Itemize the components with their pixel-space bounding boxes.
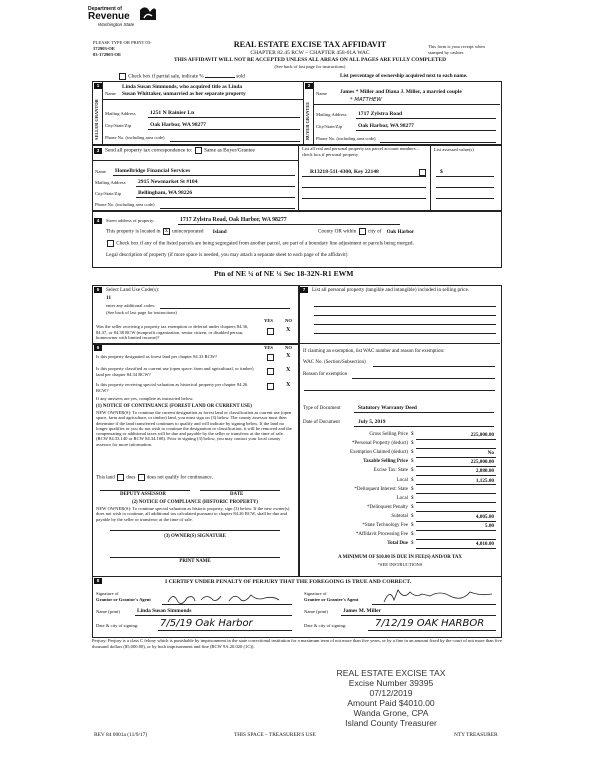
- grantee-date-city[interactable]: 7/12/19 OAK HARBOR: [375, 618, 485, 629]
- buyer-city[interactable]: Oak Harbor, WA 98277: [358, 123, 414, 129]
- tax-row-label: Local: [396, 495, 408, 501]
- seller-phone-label: Phone No. (including area code): [105, 135, 165, 140]
- does-checkbox[interactable]: [117, 474, 124, 481]
- dollar-sign: $: [411, 459, 414, 465]
- form-code-2: 03-172903-OE: [93, 52, 122, 57]
- tax-row-value[interactable]: 4,005.00: [475, 513, 494, 520]
- unincorporated-checkbox[interactable]: X: [164, 229, 169, 234]
- assessor-date-label: DATE: [230, 492, 244, 497]
- form-title: REAL ESTATE EXCISE TAX AFFIDAVIT: [233, 40, 387, 49]
- dollar-sign: $: [411, 432, 414, 437]
- if-yes-note: If any answers are yes, complete as instructed below.: [96, 396, 194, 401]
- corr-name[interactable]: HomeBridge Financial Services: [115, 168, 191, 174]
- s5-yes-checkbox[interactable]: [267, 328, 274, 335]
- tax-row-label: *Affidavit Processing Fee: [355, 532, 408, 538]
- seller-mailing[interactable]: 1251 N Rainier Ln: [150, 110, 195, 116]
- ownership-note: List percentage of ownership acquired next to each name.: [340, 73, 468, 79]
- segregated-checkbox[interactable]: [107, 240, 114, 247]
- seller-name-label: Name: [105, 91, 116, 96]
- dor-logo: [88, 6, 158, 34]
- q-current-use: Is this property classified as current use (open space, farm and agricultural, or timber) land per chapter 84.34 RCW?: [96, 366, 254, 377]
- q1-answer[interactable]: X: [286, 353, 291, 359]
- q-forest-land: Is this property designated as forest land per chapter 84.33 RCW?: [96, 354, 218, 359]
- tax-row-label: Total Due: [387, 541, 408, 547]
- grantee-name-label: Name (print): [304, 609, 328, 614]
- corr-phone-label: Phone No. (including area code): [95, 202, 155, 207]
- stamp-line5: Wanda Grone, CPA: [353, 708, 429, 718]
- print-name-label: PRINT NAME: [179, 559, 211, 564]
- buyer-side-label: BUYER GRANTEE: [305, 101, 310, 140]
- land-use-code[interactable]: 11: [106, 295, 112, 301]
- located-label: This property is located in: [106, 228, 161, 235]
- grantor-signature[interactable]: [165, 590, 285, 606]
- q3-yes-checkbox[interactable]: [267, 383, 274, 390]
- owner-signature-label: (3) OWNER(S) SIGNATURE: [164, 534, 226, 539]
- tax-row-label: *Delinquent Penalty: [367, 504, 408, 510]
- tax-row-value[interactable]: 225,000.00: [470, 432, 494, 438]
- county-within-label: County OR within: [318, 228, 357, 235]
- see-back-note: (See back of last page for instructions): [274, 64, 346, 69]
- section-7-number: 7: [300, 287, 308, 293]
- corr-mailing[interactable]: 2915 Newmarket St #104: [138, 179, 198, 185]
- corr-name-label: Name: [95, 169, 106, 174]
- form-warning: THIS AFFIDAVIT WILL NOT BE ACCEPTED UNLESS ALL AREAS ON ALL PAGES ARE FULLY COMPLETED: [173, 57, 446, 63]
- grantee-date-label: Date & city of signing:: [304, 623, 347, 628]
- legal-label: Legal description of property (if more space is needed, you may attach a separate sheet to each page of the affidavit): [106, 252, 348, 258]
- s5-yes: YES: [264, 318, 273, 323]
- does-not-label: does not qualify for continuance.: [146, 475, 213, 481]
- s5-no: NO: [285, 318, 292, 323]
- treasurer-label-end: NTY TREASURER: [454, 732, 498, 738]
- deputy-assessor-label: DEPUTY ASSESSOR: [120, 492, 166, 497]
- notice2-body: NEW OWNER(S): To continue special valuation as historic property, sign (3) below. If the new owner(s) does not wish to continue, all additional tax calculated pursuant to chapter 84.26 RCW, shall be due and payable by the seller or transferor at the time of sale.: [96, 506, 290, 522]
- claim-exemption-label: If claiming an exemption, list WAC number and reason for exemption:: [303, 349, 445, 354]
- q-historic: Is this property receiving special valuation as historical property per chapter 84.26 RCW?: [96, 382, 248, 393]
- corr-mailing-label: Mailing Address: [95, 180, 126, 185]
- certify-statement: I CERTIFY UNDER PENALTY OF PERJURY THAT THE FOREGOING IS TRUE AND CORRECT.: [165, 579, 412, 585]
- does-not-checkbox[interactable]: [138, 474, 145, 481]
- q3-answer[interactable]: X: [286, 382, 291, 388]
- form-revision: REV 84 0001a (11/9/17): [94, 732, 148, 738]
- dollar-sign: $: [411, 486, 414, 492]
- reason-label: Reason for exemption: [303, 372, 348, 377]
- additional-codes-label: enter any additional codes:: [106, 303, 156, 308]
- sig-grantor-label1: Signature of: [96, 591, 119, 596]
- dor-line2: Revenue: [88, 11, 130, 22]
- notice2-title: (2) NOTICE OF COMPLIANCE (HISTORIC PROPERTY): [131, 500, 259, 505]
- doc-type[interactable]: Statutory Warranty Deed: [358, 405, 417, 411]
- grantor-name[interactable]: Linda Susan Simmonds: [137, 608, 192, 614]
- section-8-number: 8: [94, 578, 102, 584]
- buyer-name-line2: * MATTHEW: [350, 97, 382, 103]
- dor-line1: Department of: [88, 6, 122, 12]
- dollar-sign: $: [411, 541, 414, 547]
- tax-row-label: Excise Tax: State: [373, 468, 408, 474]
- seller-name-line1: Linda Susan Simmonds, who acquired title as Linda: [122, 84, 243, 90]
- city-name: Oak Harbor: [386, 228, 415, 235]
- dollar-sign: $: [411, 477, 414, 483]
- q2-answer[interactable]: X: [286, 367, 291, 373]
- dollar-sign: $: [411, 532, 414, 538]
- city-of-checkbox[interactable]: [359, 228, 366, 235]
- q1-yes-checkbox[interactable]: [267, 354, 274, 361]
- tax-row-label: *Delinquent Interest: State: [354, 486, 408, 492]
- partial-sale-label: Check box if partial sale, indicate %: [128, 73, 204, 80]
- buyer-name-label: Name: [316, 91, 327, 96]
- exemption-question: Was the seller receiving a property tax exemption or deferral under chapters 84.36, 84.37, or 84.38 RCW (nonprofit organization, senior citizen, or disabled person, homeowner with limited income)?: [96, 324, 249, 341]
- sig-grantee-label2: Grantee or Grantee's Agent: [304, 597, 359, 602]
- s6-no: NO: [285, 345, 292, 350]
- sold-label: sold: [236, 73, 245, 80]
- section-4-number: 4: [94, 218, 102, 224]
- seller-city[interactable]: Oak Harbor, WA 98277: [150, 122, 206, 128]
- dor-line3: Washington State: [98, 22, 135, 27]
- tax-row-value[interactable]: 225,000.00: [470, 459, 494, 466]
- corr-city[interactable]: Bellingham, WA 98226: [138, 190, 193, 196]
- tax-row-label: *State Technology Fee: [362, 523, 408, 528]
- stamp-line3: 07/12/2019: [369, 688, 413, 698]
- street-label: Street address of property:: [106, 218, 155, 223]
- same-as-buyer-checkbox[interactable]: [195, 147, 202, 154]
- section-3-number: 3: [94, 148, 102, 154]
- grantor-name-label: Name (print): [96, 609, 120, 614]
- tax-row-label: Exemption Claimed (deduct): [349, 450, 408, 456]
- minimum-due: A MINIMUM OF $10.00 IS DUE IN FEE(S) AND/OR TAX: [338, 555, 462, 560]
- correspondence-label: Send all property tax correspondence to:: [105, 147, 193, 154]
- section-5-number: 5: [94, 287, 102, 293]
- dollar-sign: $: [411, 468, 414, 474]
- seller-side-label: SELLER GRANTOR: [94, 99, 99, 140]
- doc-date-label: Date of Document: [303, 420, 340, 425]
- tax-row-value[interactable]: 1,125.00: [475, 477, 494, 484]
- see-instructions: *SEE INSTRUCTIONS: [377, 562, 423, 567]
- dollar-sign: $: [411, 495, 414, 501]
- tax-row-label: Local: [396, 477, 408, 483]
- tax-row-label: Gross Selling Price: [369, 432, 408, 437]
- doc-type-label: Type of Document: [303, 406, 341, 411]
- tax-row-value[interactable]: No: [487, 450, 494, 457]
- segregated-label: Check box if any of the listed parcels are being segregated from another parcel, are part of a boundary line adjustment or parcels being merged.: [116, 240, 414, 247]
- s6-yes: YES: [264, 345, 273, 350]
- seller-city-label: City/State/Zip: [105, 123, 132, 128]
- sig-grantee-label1: Signature of: [304, 591, 327, 596]
- stamp-line1: REAL ESTATE EXCISE TAX: [336, 668, 446, 678]
- dollar-sign: $: [411, 523, 414, 528]
- land-use-see-back: (See back of last page for instructions): [106, 310, 177, 315]
- land-use-label: Select Land Use Code(s):: [106, 287, 160, 293]
- property-street[interactable]: 1717 Zylstra Road, Oak Harbor, WA 98277: [180, 217, 287, 223]
- form-code-1: 172903-OE: [93, 46, 115, 51]
- stamp-line6: Island County Treasurer: [345, 718, 437, 728]
- tax-row-label: *Personal Property (deduct): [351, 441, 408, 447]
- tax-row-label: Subtotal: [391, 513, 408, 519]
- dollar-sign: $: [411, 504, 414, 510]
- sig-grantor-label2: Grantor or Grantor's Agent: [96, 597, 151, 602]
- parcel-number[interactable]: R13218-511-4300, Key 22148: [310, 169, 379, 175]
- partial-sale-checkbox[interactable]: [119, 73, 126, 80]
- same-as-buyer-label: Same as Buyer/Grantee: [204, 147, 255, 154]
- buyer-phone-label: Phone No. (including area code): [316, 136, 376, 141]
- receipt-note: This form is your receipt when stamped by cashier.: [428, 44, 485, 55]
- county-name: Island: [212, 228, 227, 235]
- personal-property-checkbox[interactable]: [419, 169, 426, 176]
- assessed-value[interactable]: $: [440, 169, 443, 175]
- section-6-number: 6: [94, 345, 102, 351]
- personal-property-label: List all personal property (tangible and intangible) included in selling price.: [312, 287, 470, 293]
- city-of-label: city of: [367, 228, 382, 235]
- dollar-sign: $: [411, 450, 414, 456]
- seller-name-line2: Susan Whittaker, unmarried as her separate property: [122, 91, 246, 97]
- tax-row-value[interactable]: 5.00: [484, 523, 494, 529]
- buyer-city-label: City/State/Zip: [316, 124, 343, 129]
- stamp-line4: Amount Paid $4010.00: [347, 698, 435, 708]
- treasurer-stamp: [316, 668, 466, 728]
- perjury-notice: Perjury: Perjury is a class C felony which is punishable by imprisonment in the state correctional institution for a maximum term of not more than five years, or by a fine in an amount fixed by the court of not more than five thousand dollars ($5,000.00), or by both imprisonment and fine (RCW 9A.20.020 (1C)).: [92, 638, 502, 649]
- seller-mailing-label: Mailing Address: [105, 111, 136, 116]
- dollar-sign: $: [411, 513, 414, 519]
- buyer-mailing[interactable]: 1717 Zylstra Road: [358, 111, 403, 117]
- wac-label: WAC No. (Section/Subsection): [303, 360, 366, 365]
- form-subtitle: CHAPTER 82.45 RCW – CHAPTER 458-61A WAC: [250, 50, 370, 56]
- grantee-signature[interactable]: [380, 586, 496, 606]
- tax-row-value[interactable]: 2,880.00: [475, 468, 494, 475]
- dollar-sign: $: [411, 441, 414, 447]
- unincorporated-label: unincorporated: [172, 228, 204, 235]
- doc-date[interactable]: July 5, 2019: [358, 419, 386, 425]
- s5-answer[interactable]: X: [286, 327, 291, 333]
- buyer-name-line1: James * Miller and Diana J. Miller, a married couple: [340, 89, 462, 95]
- legal-description[interactable]: Ptn of NE ¼ of NE ¼ Sec 18-32N-R1 EWM: [214, 269, 354, 278]
- notice1-body: NEW OWNER(S): To continue the current designation as forest land or classification as current use (open space, farm and agriculture, or timber) land, you must sign on (3) below. The county assessor must then determine if the land transferred continues to qualify and will indicate by signing below. If the land no longer qualifies or you do not wish to continue the designation or classification, it will be removed and the compensating or additional taxes will be due and payable by the seller or transferor at the time of sale. (RCW 84.33.140 or RCW 84.34.108). Prior to signing (3) below, you may contact your local county assessor for more information.: [96, 410, 292, 447]
- please-type: PLEASE TYPE OR PRINT 03-: [93, 40, 152, 45]
- dor-emblem-icon: [138, 6, 158, 22]
- does-label: does: [126, 475, 136, 481]
- parcel-header: List all real and personal property tax parcel account numbers – check box if personal property: [302, 146, 420, 157]
- this-land-label: This land: [96, 475, 115, 481]
- grantor-date-label: Date & city of signing:: [96, 623, 139, 628]
- tax-row-value[interactable]: 4,010.00: [475, 541, 494, 548]
- tax-row-label: Taxable Selling Price: [363, 459, 408, 465]
- assessed-header: List assessed value(s): [434, 147, 474, 152]
- notice1-title: (1) NOTICE OF CONTINUANCE (FOREST LAND OR CURRENT USE): [96, 404, 252, 409]
- corr-city-label: City/State/Zip: [95, 191, 122, 196]
- grantee-name[interactable]: James M. Miller: [343, 608, 381, 614]
- section-6: [92, 343, 300, 577]
- q2-yes-checkbox[interactable]: [267, 368, 274, 375]
- stamp-line2: Excise Number 39395: [348, 678, 434, 688]
- grantor-date-city[interactable]: 7/5/19 Oak Harbor: [160, 618, 253, 629]
- buyer-mailing-label: Mailing Address: [316, 112, 347, 117]
- treasurer-use-label: THIS SPACE – TREASURER'S USE: [234, 732, 316, 738]
